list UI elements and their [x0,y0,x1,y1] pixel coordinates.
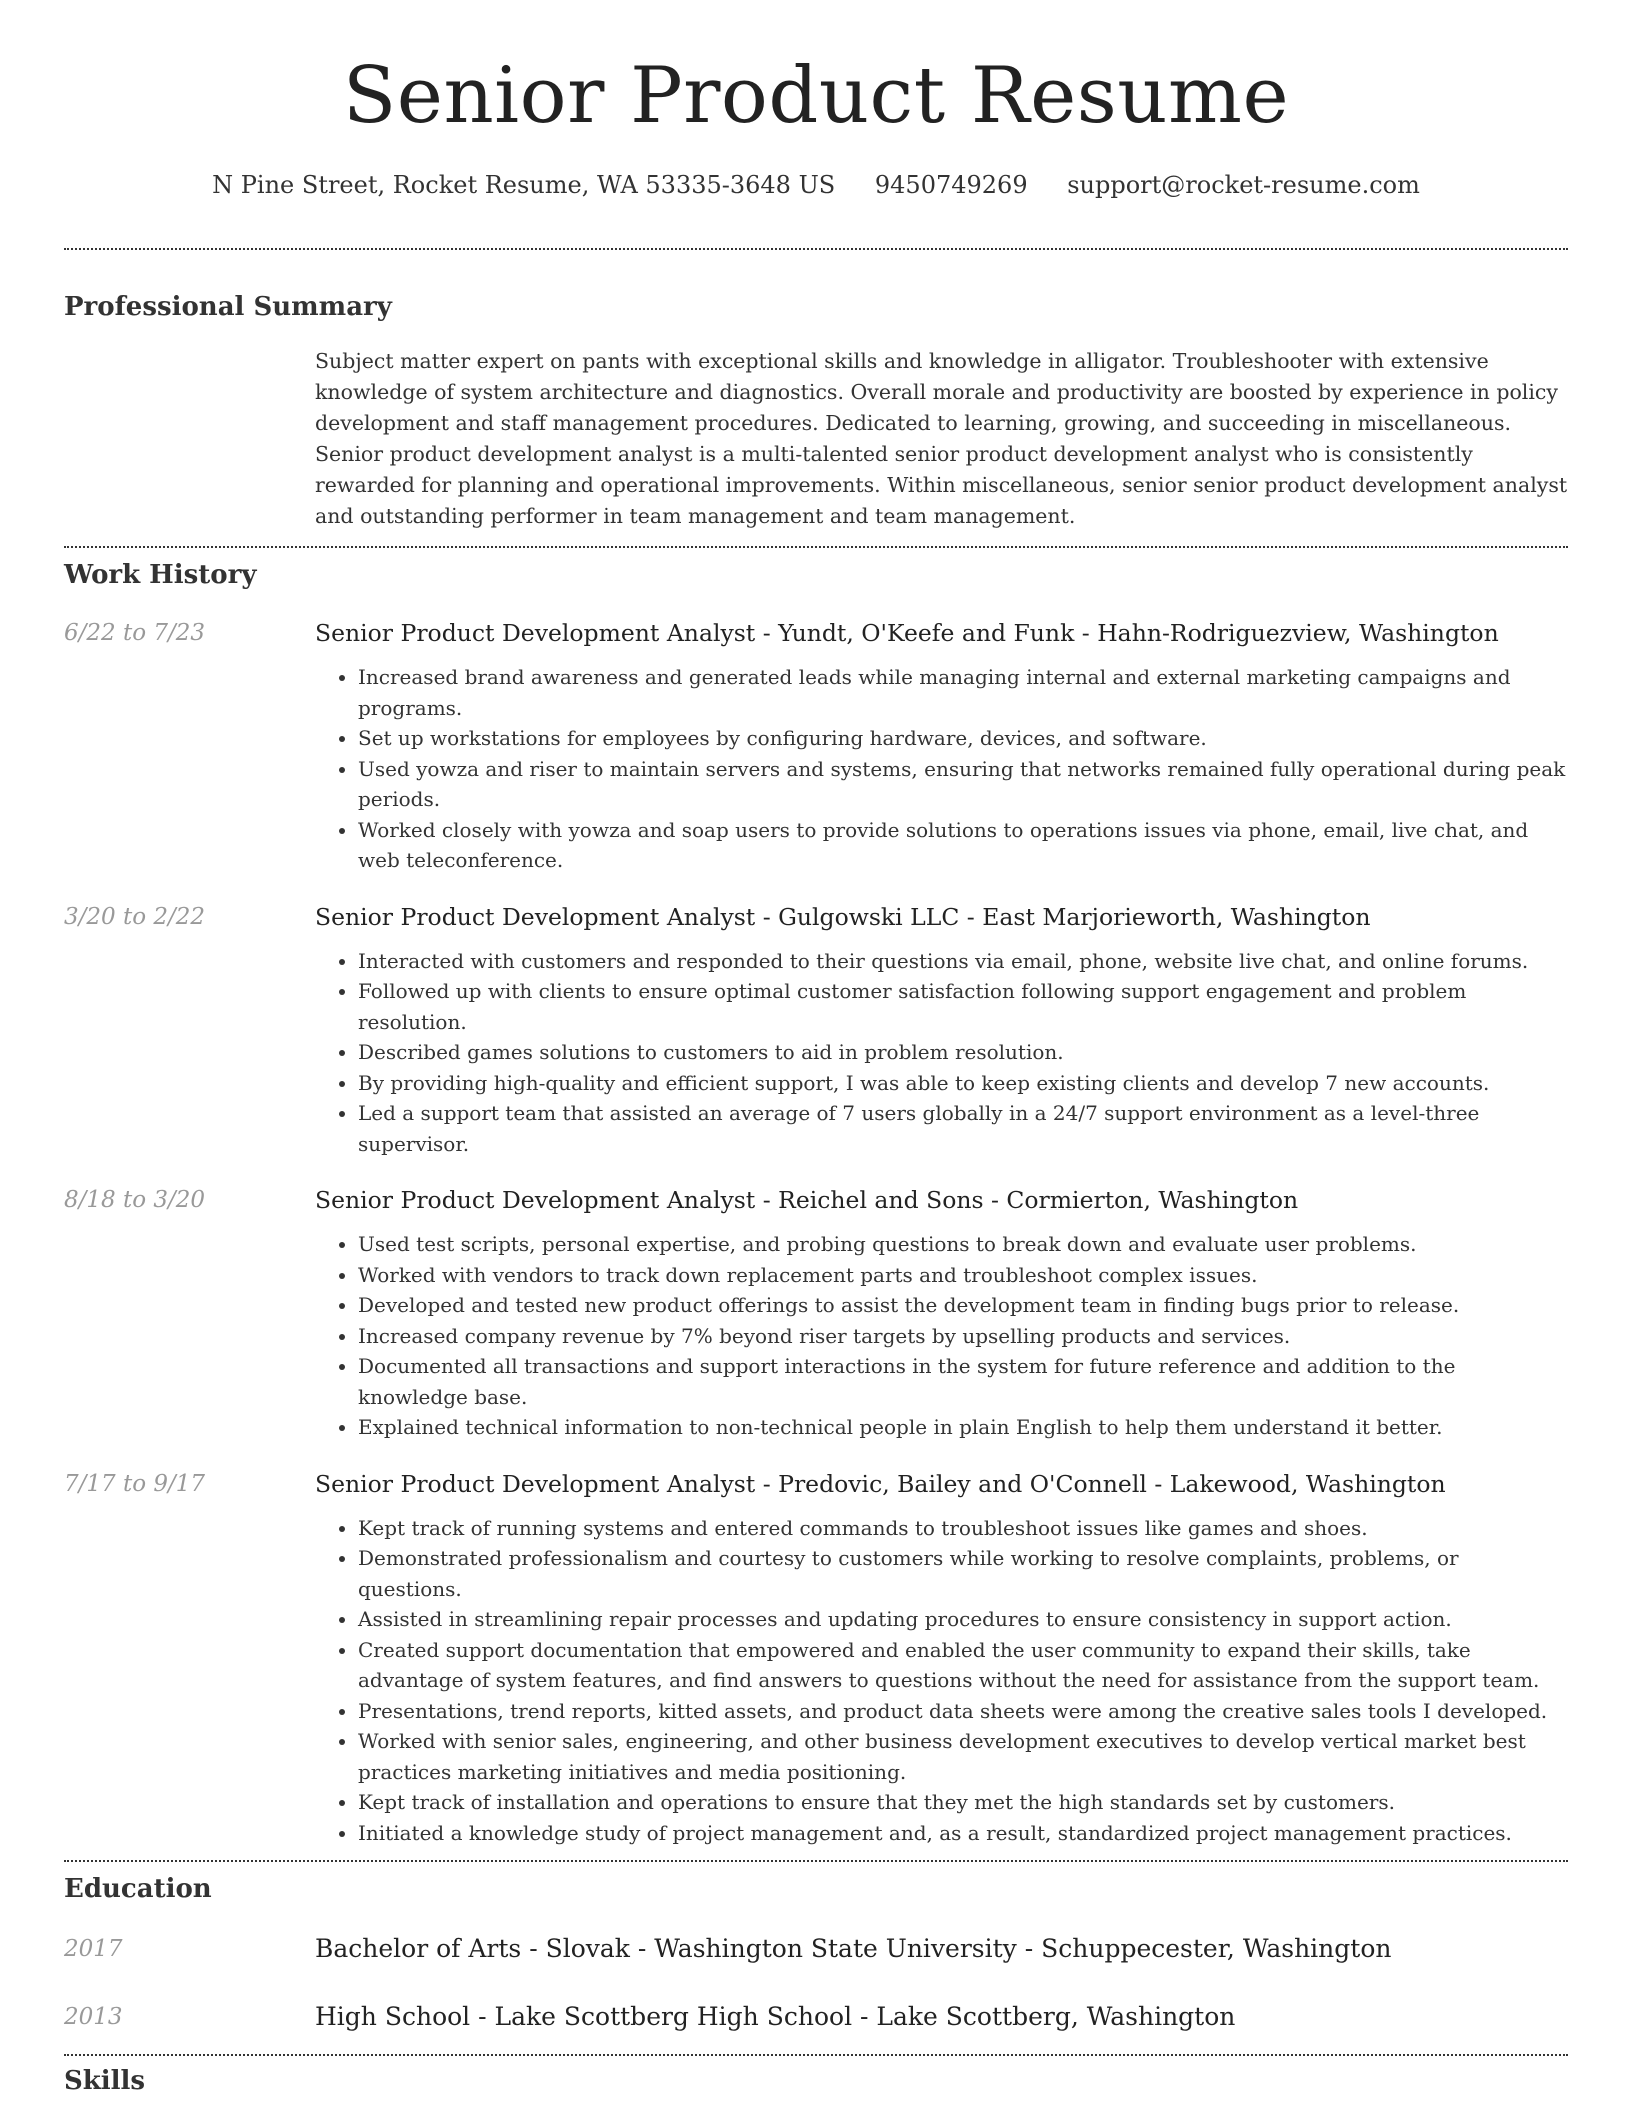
contact-address: N Pine Street, Rocket Resume, WA 53335-3648 US [212,171,836,199]
job-bullets [315,1229,1568,1443]
job-bullets [315,662,1568,876]
section-divider [64,546,1568,548]
resume-page [64,0,1568,2098]
job-bullet: • Developed and tested new product offerings to assist the development team in finding bugs prior to release. [358,1290,1568,1321]
job-bullet: • Initiated a knowledge study of project management and, as a result, standardized project management practices. [358,1818,1568,1849]
education-entry [64,1932,1568,1966]
job-dates: 8/18 to 3/20 [64,1187,206,1213]
contact-phone: 9450749269 [874,171,1028,199]
job-bullet: • Increased company revenue by 7% beyond riser targets by upselling products and services. [358,1321,1568,1352]
job-bullet: • Described games solutions to customers to aid in problem resolution. [358,1037,1568,1068]
job-body [315,1185,1568,1443]
contact-line [64,170,1568,200]
job-entry [64,618,1568,876]
job-bullet: • Kept track of running systems and entered commands to troubleshoot issues like games and shoes. [358,1513,1568,1544]
education-year: 2013 [64,2004,123,2030]
job-bullet: • Kept track of installation and operations to ensure that they met the high standards set by customers. [358,1787,1568,1818]
skills-heading: Skills [64,2066,146,2096]
job-bullets [315,946,1568,1160]
job-bullet: • By providing high-quality and efficient support, I was able to keep existing clients and develop 7 new accounts. [358,1068,1568,1099]
job-bullet: • Followed up with clients to ensure optimal customer satisfaction following support engagement and problem resolution. [358,976,1568,1037]
job-bullet: • Explained technical information to non-technical people in plain English to help them understand it better. [358,1412,1568,1443]
job-bullet: • Created support documentation that empowered and enabled the user community to expand their skills, take advantage of system features, and find answers to questions without the need for assistance from the support team. [358,1635,1568,1696]
job-bullet: • Used yowza and riser to maintain servers and systems, ensuring that networks remained fully operational during peak periods. [358,754,1568,815]
job-dates: 7/17 to 9/17 [64,1470,206,1497]
job-entry [64,1185,1568,1443]
education-text: High School - Lake Scottberg High School - Lake Scottberg, Washington [315,2002,1236,2031]
job-dates: 6/22 to 7/23 [64,620,206,646]
job-body [315,1469,1568,1849]
education-entry [64,2000,1568,2034]
job-bullet: • Worked with vendors to track down replacement parts and troubleshoot complex issues. [358,1260,1568,1291]
job-heading: Senior Product Development Analyst - Reichel and Sons - Cormierton, Washington [315,1186,1299,1214]
education-heading: Education [64,1874,212,1904]
education-year: 2017 [64,1936,123,1962]
job-bullet: • Documented all transactions and support interactions in the system for future reference and addition to the knowledge base. [358,1351,1568,1412]
job-bullet: • Assisted in streamlining repair processes and updating procedures to ensure consistency in support action. [358,1604,1568,1635]
job-bullet: • Led a support team that assisted an average of 7 users globally in a 24/7 support environment as a level-three supervisor. [358,1098,1568,1159]
education-text: Bachelor of Arts - Slovak - Washington State University - Schuppecester, Washington [315,1934,1392,1963]
job-dates: 3/20 to 2/22 [64,903,206,930]
job-bullet: • Worked with senior sales, engineering, and other business development executives to develop vertical market best practices marketing initiatives and media positioning. [358,1726,1568,1787]
job-entry [64,1469,1568,1849]
resume-name: Senior Product Resume [342,51,1290,141]
job-body [315,618,1568,876]
summary-text: Subject matter expert on pants with exceptional skills and knowledge in alligator. Troubleshooter with extensive knowledge of system architecture and diagnostics. Overall morale and productivity are boosted by experience in policy development and staff management procedures. Dedicated to learning, growing, and succeeding in miscellaneous. Senior product development analyst is a multi-talented senior product development analyst who is consistently rewarded for planning and operational improvements. Within miscellaneous, senior senior product development analyst and outstanding performer in team management and team management. [315,349,1568,528]
job-bullet: • Demonstrated professionalism and courtesy to customers while working to resolve complaints, problems, or questions. [358,1543,1568,1604]
section-divider [64,1860,1568,1862]
contact-email: support@rocket-resume.com [1067,171,1420,199]
job-heading: Senior Product Development Analyst - Predovic, Bailey and O'Connell - Lakewood, Washington [315,1469,1446,1498]
job-heading: Senior Product Development Analyst - Gulgowski LLC - East Marjorieworth, Washington [315,902,1371,931]
summary-heading: Professional Summary [64,292,392,322]
job-entry [64,902,1568,1160]
section-divider [64,248,1568,250]
job-bullet: • Set up workstations for employees by configuring hardware, devices, and software. [358,723,1568,754]
job-bullet: • Used test scripts, personal expertise, and probing questions to break down and evaluate user problems. [358,1229,1568,1260]
job-bullets [315,1513,1568,1849]
section-divider [64,2054,1568,2056]
job-body [315,902,1568,1160]
job-bullet: • Presentations, trend reports, kitted assets, and product data sheets were among the creative sales tools I developed. [358,1696,1568,1727]
work-history-heading: Work History [64,560,257,590]
work-history-list [64,618,1568,1848]
job-bullet: • Worked closely with yowza and soap users to provide solutions to operations issues via phone, email, live chat, and web teleconference. [358,815,1568,876]
job-bullet: • Interacted with customers and responded to their questions via email, phone, website live chat, and online forums. [358,946,1568,977]
job-heading: Senior Product Development Analyst - Yundt, O'Keefe and Funk - Hahn-Rodriguezview, Washington [315,619,1499,647]
job-bullet: • Increased brand awareness and generated leads while managing internal and external marketing campaigns and programs. [358,662,1568,723]
